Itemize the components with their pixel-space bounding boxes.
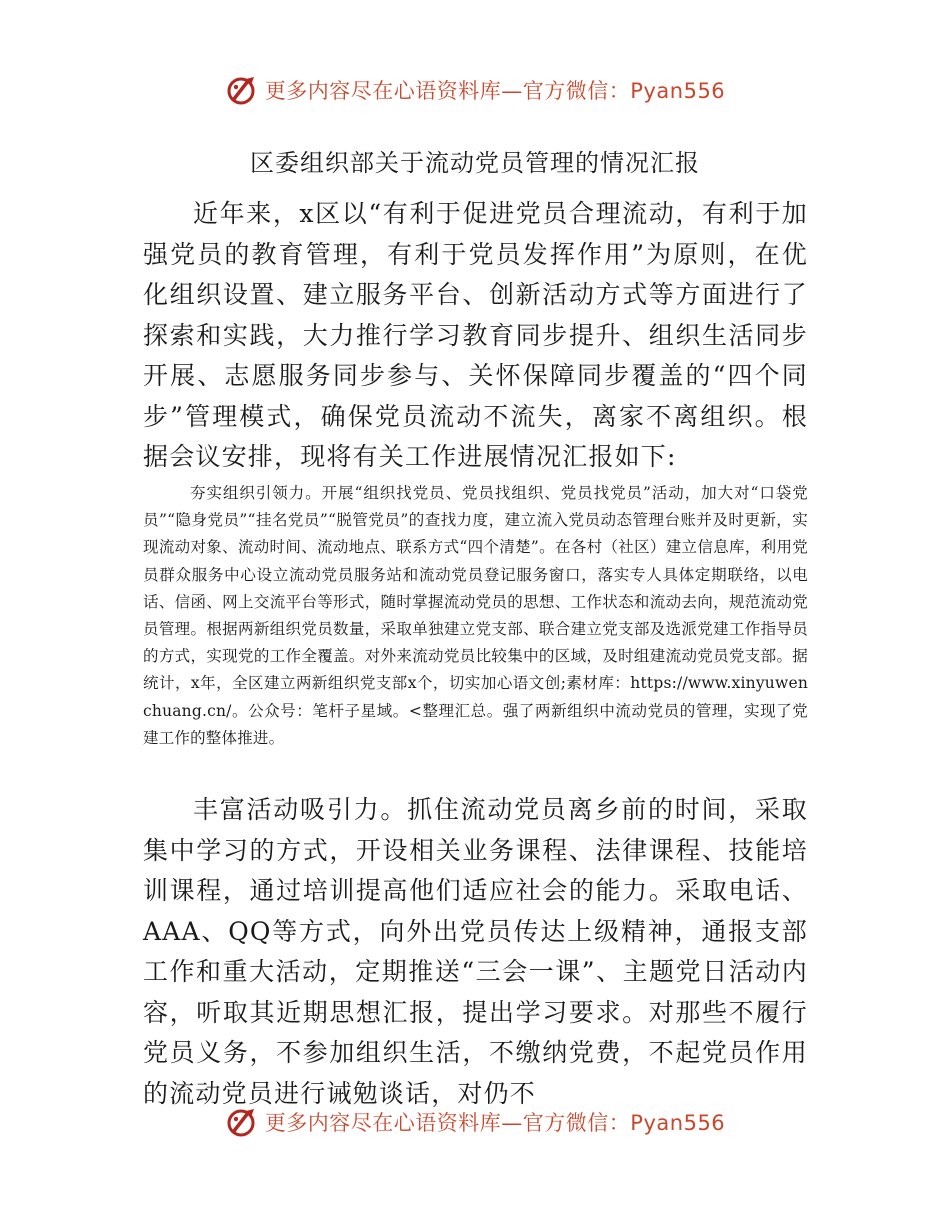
header-banner: [0, 68, 950, 112]
document-title: 区委组织部关于流动党员管理的情况汇报: [250, 149, 700, 177]
footer-banner-text: 更多内容尽在心语资料库—官方微信：Pyan556: [264, 1111, 726, 1135]
organization-paragraph: 夯实组织引领力。开展“组织找党员、党员找组织、党员找党员”活动，加大对“口袋党员”“隐身党员”“挂名党员”“脱管党员”的查找力度，建立流入党员动态管理台账并及时更新，实现流动对象、流动时间、流动地点、联系方式“四个清楚”。在各村（社区）建立信息库，利用党员群众服务中心设立流动党员服务站和流动党员登记服务窗口，落实专人具体定期联络，以电话、信函、网上交流平台等形式，随时掌握流动党员的思想、工作状态和流动去向，规范流动党员管理。根据两新组织党员数量，采取单独建立党支部、联合建立党支部及选派党建工作指导员的方式，实现党的工作全覆盖。对外来流动党员比较集中的区域，及时组建流动党员党支部。据统计，x年，全区建立两新组织党支部x个，切实加心语文创;素材库：https://www.xinyuwenchuang.cn/。公众号：笔杆子星域。<整理汇总。强了两新组织中流动党员的管理，实现了党建工作的整体推进。: [143, 484, 808, 747]
brand-logo-icon: [225, 73, 259, 107]
activity-paragraph: 丰富活动吸引力。抓住流动党员离乡前的时间，采取集中学习的方式，开设相关业务课程、法律课程、技能培训课程，通过培训提高他们适应社会的能力。采取电话、AAA、QQ等方式，向外出党员传达上级精神，通报支部工作和重大活动，定期推送“三会一课”、主题党日活动内容，听取其近期思想汇报，提出学习要求。对那些不履行党员义务，不参加组织生活，不缴纳党费，不起党员作用的流动党员进行诫勉谈话，对仍不: [143, 795, 808, 1108]
intro-paragraph: 近年来，x区以“有利于促进党员合理流动，有利于加强党员的教育管理，有利于党员发挥作用”为原则，在优化组织设置、建立服务平台、创新活动方式等方面进行了探索和实践，大力推行学习教育同步提升、组织生活同步开展、志愿服务同步参与、关怀保障同步覆盖的“四个同步”管理模式，确保党员流动不流失，离家不离组织。根据会议安排，现将有关工作进展情况汇报如下:: [143, 199, 808, 471]
footer-banner: [0, 1100, 950, 1144]
brand-logo-icon: [225, 1105, 259, 1139]
header-banner-text: 更多内容尽在心语资料库—官方微信：Pyan556: [264, 79, 726, 103]
